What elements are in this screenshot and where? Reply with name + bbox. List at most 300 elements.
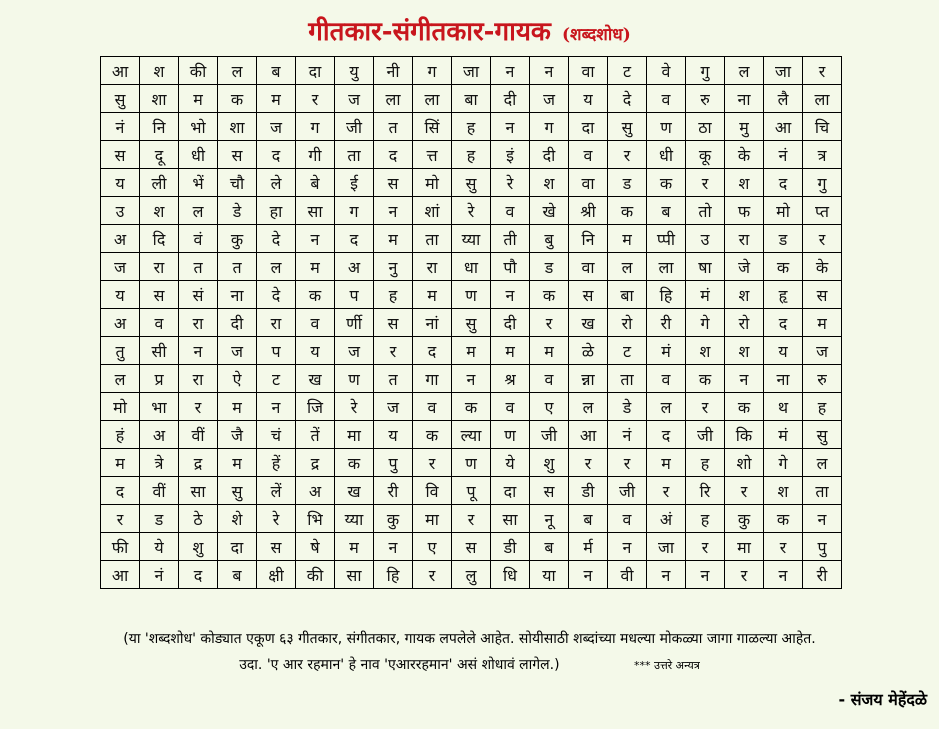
grid-cell: दे <box>257 225 296 253</box>
instructions-line-2 <box>0 655 939 674</box>
grid-cell: ब <box>647 197 686 225</box>
grid-cell: भा <box>140 393 179 421</box>
grid-cell: र <box>764 533 803 561</box>
grid-cell: सा <box>335 561 374 589</box>
grid-cell: चौ <box>218 169 257 197</box>
grid-cell: वि <box>413 477 452 505</box>
grid-cell: ग <box>413 57 452 85</box>
grid-cell: क <box>413 421 452 449</box>
grid-cell: मो <box>101 393 140 421</box>
grid-cell: र <box>179 393 218 421</box>
grid-cell: र्म <box>569 533 608 561</box>
grid-cell: वीं <box>140 477 179 505</box>
grid-cell: सु <box>608 113 647 141</box>
grid-cell: सु <box>452 309 491 337</box>
grid-cell: ख <box>296 365 335 393</box>
grid-row <box>101 477 842 505</box>
grid-cell: हृ <box>764 281 803 309</box>
grid-cell: शु <box>530 449 569 477</box>
grid-cell: त <box>218 253 257 281</box>
grid-cell: ख <box>335 477 374 505</box>
answers-note: *** उत्तरे अन्यत्र <box>634 659 700 672</box>
grid-cell: ल <box>608 253 647 281</box>
author-name: - संजय मेहेंदळे <box>838 690 927 709</box>
grid-cell: य्या <box>335 505 374 533</box>
grid-cell: ळे <box>569 337 608 365</box>
grid-cell: जी <box>608 477 647 505</box>
grid-cell: श्र <box>491 365 530 393</box>
grid-cell: ल <box>647 393 686 421</box>
grid-cell: सा <box>296 197 335 225</box>
grid-cell: व <box>140 309 179 337</box>
grid-cell: र <box>725 477 764 505</box>
grid-cell: म <box>335 533 374 561</box>
grid-cell: म <box>101 449 140 477</box>
grid-cell: श <box>764 477 803 505</box>
grid-cell: य <box>374 421 413 449</box>
grid-cell: पू <box>452 477 491 505</box>
grid-cell: उ <box>686 225 725 253</box>
grid-cell: न <box>452 365 491 393</box>
grid-cell: न <box>491 113 530 141</box>
grid-cell: रु <box>803 365 842 393</box>
grid-body <box>101 57 842 589</box>
grid-cell: रा <box>179 365 218 393</box>
grid-cell: सी <box>140 337 179 365</box>
grid-cell: दा <box>218 533 257 561</box>
grid-cell: ब <box>530 533 569 561</box>
grid-cell: ये <box>140 533 179 561</box>
grid-cell: ट <box>608 337 647 365</box>
grid-cell: कु <box>374 505 413 533</box>
grid-cell: द <box>374 141 413 169</box>
grid-cell: ण <box>452 281 491 309</box>
grid-cell: य <box>569 85 608 113</box>
grid-cell: द <box>764 169 803 197</box>
grid-cell: क <box>686 365 725 393</box>
grid-cell: प्र <box>140 365 179 393</box>
grid-row <box>101 113 842 141</box>
grid-cell: ज <box>257 113 296 141</box>
grid-cell: र <box>725 561 764 589</box>
grid-cell: न <box>374 197 413 225</box>
grid-cell: अ <box>296 477 335 505</box>
grid-cell: कु <box>218 225 257 253</box>
grid-cell: न <box>491 57 530 85</box>
grid-cell: म <box>413 281 452 309</box>
grid-cell: क <box>725 393 764 421</box>
grid-cell: जे <box>725 253 764 281</box>
grid-cell: सु <box>803 421 842 449</box>
grid-cell: श <box>140 197 179 225</box>
grid-cell: तें <box>296 421 335 449</box>
grid-cell: य <box>296 337 335 365</box>
grid-cell: धी <box>647 141 686 169</box>
grid-cell: नं <box>764 141 803 169</box>
grid-cell: हि <box>374 561 413 589</box>
grid-cell: ए <box>413 533 452 561</box>
grid-cell: ला <box>803 85 842 113</box>
grid-cell: ह <box>452 113 491 141</box>
grid-cell: न <box>296 225 335 253</box>
grid-cell: ल <box>218 57 257 85</box>
grid-cell: मं <box>647 337 686 365</box>
grid-cell: दू <box>140 141 179 169</box>
grid-cell: न <box>647 561 686 589</box>
grid-cell: री <box>374 477 413 505</box>
grid-cell: नं <box>608 421 647 449</box>
grid-cell: अ <box>140 421 179 449</box>
grid-cell: मा <box>335 421 374 449</box>
grid-cell: ज <box>335 85 374 113</box>
grid-cell: की <box>179 57 218 85</box>
grid-cell: इं <box>491 141 530 169</box>
grid-cell: ज <box>101 253 140 281</box>
grid-cell: ल <box>725 57 764 85</box>
grid-cell: ठे <box>179 505 218 533</box>
grid-cell: व <box>647 365 686 393</box>
grid-cell: सा <box>179 477 218 505</box>
grid-cell: द्र <box>179 449 218 477</box>
grid-cell: य <box>101 169 140 197</box>
grid-cell: पु <box>803 533 842 561</box>
grid-cell: अं <box>647 505 686 533</box>
grid-cell: र <box>608 449 647 477</box>
grid-cell: क्षी <box>257 561 296 589</box>
grid-cell: म <box>257 85 296 113</box>
grid-cell: व <box>608 505 647 533</box>
grid-cell: ड <box>530 253 569 281</box>
grid-cell: ख <box>569 309 608 337</box>
grid-cell: ल <box>569 393 608 421</box>
grid-cell: शा <box>140 85 179 113</box>
grid-cell: फ <box>725 197 764 225</box>
grid-cell: ई <box>335 169 374 197</box>
grid-cell: ल <box>179 197 218 225</box>
grid-row <box>101 253 842 281</box>
grid-cell: ती <box>491 225 530 253</box>
grid-cell: ला <box>647 253 686 281</box>
grid-cell: ग <box>296 113 335 141</box>
grid-cell: य <box>764 337 803 365</box>
grid-cell: ल <box>101 365 140 393</box>
grid-cell: त <box>374 113 413 141</box>
grid-cell: न <box>725 365 764 393</box>
grid-cell: ब <box>569 505 608 533</box>
grid-cell: अ <box>335 253 374 281</box>
grid-cell: शां <box>413 197 452 225</box>
grid-cell: के <box>725 141 764 169</box>
grid-cell: क <box>764 253 803 281</box>
grid-cell: खे <box>530 197 569 225</box>
grid-cell: द <box>257 141 296 169</box>
grid-cell: र <box>647 477 686 505</box>
grid-row <box>101 505 842 533</box>
grid-cell: सा <box>491 505 530 533</box>
grid-cell: स <box>452 533 491 561</box>
grid-cell: बा <box>608 281 647 309</box>
grid-cell: र <box>452 505 491 533</box>
grid-cell: प्त <box>803 197 842 225</box>
grid-cell: रो <box>608 309 647 337</box>
grid-cell: ता <box>413 225 452 253</box>
grid-cell: स <box>803 281 842 309</box>
grid-cell: रि <box>686 477 725 505</box>
grid-cell: व <box>296 309 335 337</box>
grid-cell: ह <box>686 449 725 477</box>
grid-cell: शु <box>179 533 218 561</box>
grid-row <box>101 421 842 449</box>
title-main: गीतकार-संगीतकार-गायक <box>308 17 551 47</box>
grid-cell: व <box>491 393 530 421</box>
grid-cell: न <box>374 533 413 561</box>
grid-cell: ए <box>530 393 569 421</box>
grid-cell: हा <box>257 197 296 225</box>
grid-cell: मो <box>764 197 803 225</box>
grid-cell: डे <box>218 197 257 225</box>
grid-cell: जा <box>452 57 491 85</box>
grid-cell: नी <box>374 57 413 85</box>
grid-cell: न <box>179 337 218 365</box>
grid-cell: डे <box>608 393 647 421</box>
grid-cell: कि <box>725 421 764 449</box>
grid-cell: रा <box>257 309 296 337</box>
grid-cell: म <box>179 85 218 113</box>
grid-cell: भो <box>179 113 218 141</box>
grid-cell: अ <box>101 309 140 337</box>
grid-cell: नु <box>374 253 413 281</box>
grid-cell: स <box>374 169 413 197</box>
grid-cell: दे <box>608 85 647 113</box>
grid-cell: गी <box>296 141 335 169</box>
grid-cell: नं <box>101 113 140 141</box>
grid-cell: या <box>530 561 569 589</box>
grid-cell: म <box>647 449 686 477</box>
grid-row <box>101 281 842 309</box>
grid-cell: जी <box>686 421 725 449</box>
grid-cell: नि <box>140 113 179 141</box>
grid-cell: मु <box>725 113 764 141</box>
grid-cell: हं <box>101 421 140 449</box>
grid-cell: क <box>452 393 491 421</box>
grid-cell: न <box>530 57 569 85</box>
grid-cell: स <box>530 477 569 505</box>
grid-cell: बे <box>296 169 335 197</box>
grid-cell: य्या <box>452 225 491 253</box>
grid-cell: द <box>764 309 803 337</box>
grid-cell: ऐ <box>218 365 257 393</box>
grid-cell: व <box>647 85 686 113</box>
grid-cell: न <box>803 505 842 533</box>
grid-cell: क <box>608 197 647 225</box>
grid-cell: न <box>569 561 608 589</box>
grid-cell: न <box>608 533 647 561</box>
grid-cell: र <box>296 85 335 113</box>
grid-cell: दी <box>218 309 257 337</box>
grid-cell: सु <box>452 169 491 197</box>
grid-cell: ह <box>686 505 725 533</box>
grid-cell: धा <box>452 253 491 281</box>
puzzle-title <box>0 12 939 48</box>
grid-cell: दा <box>491 477 530 505</box>
grid-cell: गा <box>413 365 452 393</box>
grid-row <box>101 141 842 169</box>
grid-cell: म <box>218 393 257 421</box>
grid-cell: जा <box>647 533 686 561</box>
grid-cell: सं <box>179 281 218 309</box>
grid-cell: वा <box>569 169 608 197</box>
grid-cell: षे <box>296 533 335 561</box>
grid-cell: यु <box>335 57 374 85</box>
grid-cell: त <box>374 365 413 393</box>
grid-cell: रु <box>686 85 725 113</box>
grid-cell: अ <box>101 225 140 253</box>
grid-cell: जि <box>296 393 335 421</box>
grid-cell: न <box>764 561 803 589</box>
grid-cell: शो <box>725 449 764 477</box>
instructions-line-1: (या 'शब्दशोध' कोड्यात एकूण ६३ गीतकार, संगीतकार, गायक लपलेले आहेत. सोयीसाठी शब्दांच्या मधल्या मोकळ्या जागा गाळल्या आहेत. <box>123 631 816 647</box>
grid-cell: चं <box>257 421 296 449</box>
grid-cell: ज <box>218 337 257 365</box>
grid-cell: ल <box>803 449 842 477</box>
grid-cell: श <box>725 169 764 197</box>
grid-cell: त <box>179 253 218 281</box>
grid-cell: ल्या <box>452 421 491 449</box>
grid-cell: क <box>296 281 335 309</box>
grid-cell: र <box>686 393 725 421</box>
grid-row <box>101 197 842 225</box>
grid-row <box>101 561 842 589</box>
grid-cell: ड <box>140 505 179 533</box>
grid-cell: प्पी <box>647 225 686 253</box>
grid-cell: वा <box>569 57 608 85</box>
grid-cell: की <box>296 561 335 589</box>
grid-cell: व <box>569 141 608 169</box>
grid-cell: चि <box>803 113 842 141</box>
grid-cell: र <box>608 141 647 169</box>
grid-cell: म <box>803 309 842 337</box>
grid-cell: ब <box>218 561 257 589</box>
grid-cell: प <box>257 337 296 365</box>
grid-cell: र <box>413 561 452 589</box>
title-subtitle: (शब्दशोध) <box>561 25 631 45</box>
grid-cell: जै <box>218 421 257 449</box>
grid-row <box>101 449 842 477</box>
grid-cell: प <box>335 281 374 309</box>
grid-row <box>101 533 842 561</box>
grid-cell: ल <box>257 253 296 281</box>
grid-cell: बु <box>530 225 569 253</box>
grid-cell: पु <box>374 449 413 477</box>
grid-cell: ता <box>803 477 842 505</box>
grid-cell: ली <box>140 169 179 197</box>
grid-cell: डी <box>569 477 608 505</box>
grid-cell: ड <box>608 169 647 197</box>
grid-cell: थ <box>764 393 803 421</box>
grid-cell: गे <box>764 449 803 477</box>
grid-cell: रे <box>335 393 374 421</box>
grid-cell: शा <box>218 113 257 141</box>
grid-cell: स <box>569 281 608 309</box>
grid-cell: ये <box>491 449 530 477</box>
grid-cell: र <box>686 169 725 197</box>
grid-cell: नं <box>140 561 179 589</box>
grid-cell: जी <box>530 421 569 449</box>
grid-cell: के <box>803 253 842 281</box>
grid-cell: स <box>101 141 140 169</box>
grid-cell: वीं <box>179 421 218 449</box>
grid-cell: र <box>374 337 413 365</box>
grid-cell: स <box>140 281 179 309</box>
grid-cell: ग <box>335 197 374 225</box>
grid-cell: म <box>491 337 530 365</box>
grid-cell: ट <box>257 365 296 393</box>
grid-cell: क <box>218 85 257 113</box>
grid-cell: त्त <box>413 141 452 169</box>
grid-cell: जी <box>335 113 374 141</box>
grid-row <box>101 309 842 337</box>
grid-cell: शे <box>218 505 257 533</box>
grid-cell: गु <box>803 169 842 197</box>
grid-cell: र <box>803 225 842 253</box>
grid-cell: ना <box>725 85 764 113</box>
grid-cell: आ <box>764 113 803 141</box>
grid-cell: व <box>413 393 452 421</box>
grid-cell: य <box>101 281 140 309</box>
grid-cell: ह <box>374 281 413 309</box>
grid-cell: ग <box>530 113 569 141</box>
grid-cell: श <box>725 337 764 365</box>
grid-cell: न <box>491 281 530 309</box>
grid-cell: र <box>686 533 725 561</box>
grid-cell: लु <box>452 561 491 589</box>
grid-cell: आ <box>101 561 140 589</box>
grid-cell: हि <box>647 281 686 309</box>
grid-row <box>101 365 842 393</box>
grid-cell: बा <box>452 85 491 113</box>
grid-cell: ण <box>335 365 374 393</box>
grid-cell: म <box>608 225 647 253</box>
grid-cell: मो <box>413 169 452 197</box>
grid-cell: म <box>218 449 257 477</box>
grid-cell: सिं <box>413 113 452 141</box>
grid-cell: मा <box>725 533 764 561</box>
grid-cell: रा <box>179 309 218 337</box>
grid-cell: ला <box>413 85 452 113</box>
grid-row <box>101 337 842 365</box>
grid-cell: ज <box>803 337 842 365</box>
grid-cell: रे <box>257 505 296 533</box>
grid-cell: वी <box>608 561 647 589</box>
grid-cell: क <box>647 169 686 197</box>
grid-cell: म <box>452 337 491 365</box>
grid-cell: वं <box>179 225 218 253</box>
grid-cell: न्ना <box>569 365 608 393</box>
grid-cell: दी <box>530 141 569 169</box>
grid-cell: वे <box>647 57 686 85</box>
grid-cell: श्री <box>569 197 608 225</box>
grid-cell: भें <box>179 169 218 197</box>
grid-cell: र <box>803 57 842 85</box>
grid-cell: ता <box>608 365 647 393</box>
grid-cell: म <box>530 337 569 365</box>
grid-cell: स <box>257 533 296 561</box>
grid-cell: वा <box>569 253 608 281</box>
grid-cell: द्र <box>296 449 335 477</box>
grid-cell: क <box>335 449 374 477</box>
grid-cell: ठा <box>686 113 725 141</box>
grid-cell: द <box>101 477 140 505</box>
